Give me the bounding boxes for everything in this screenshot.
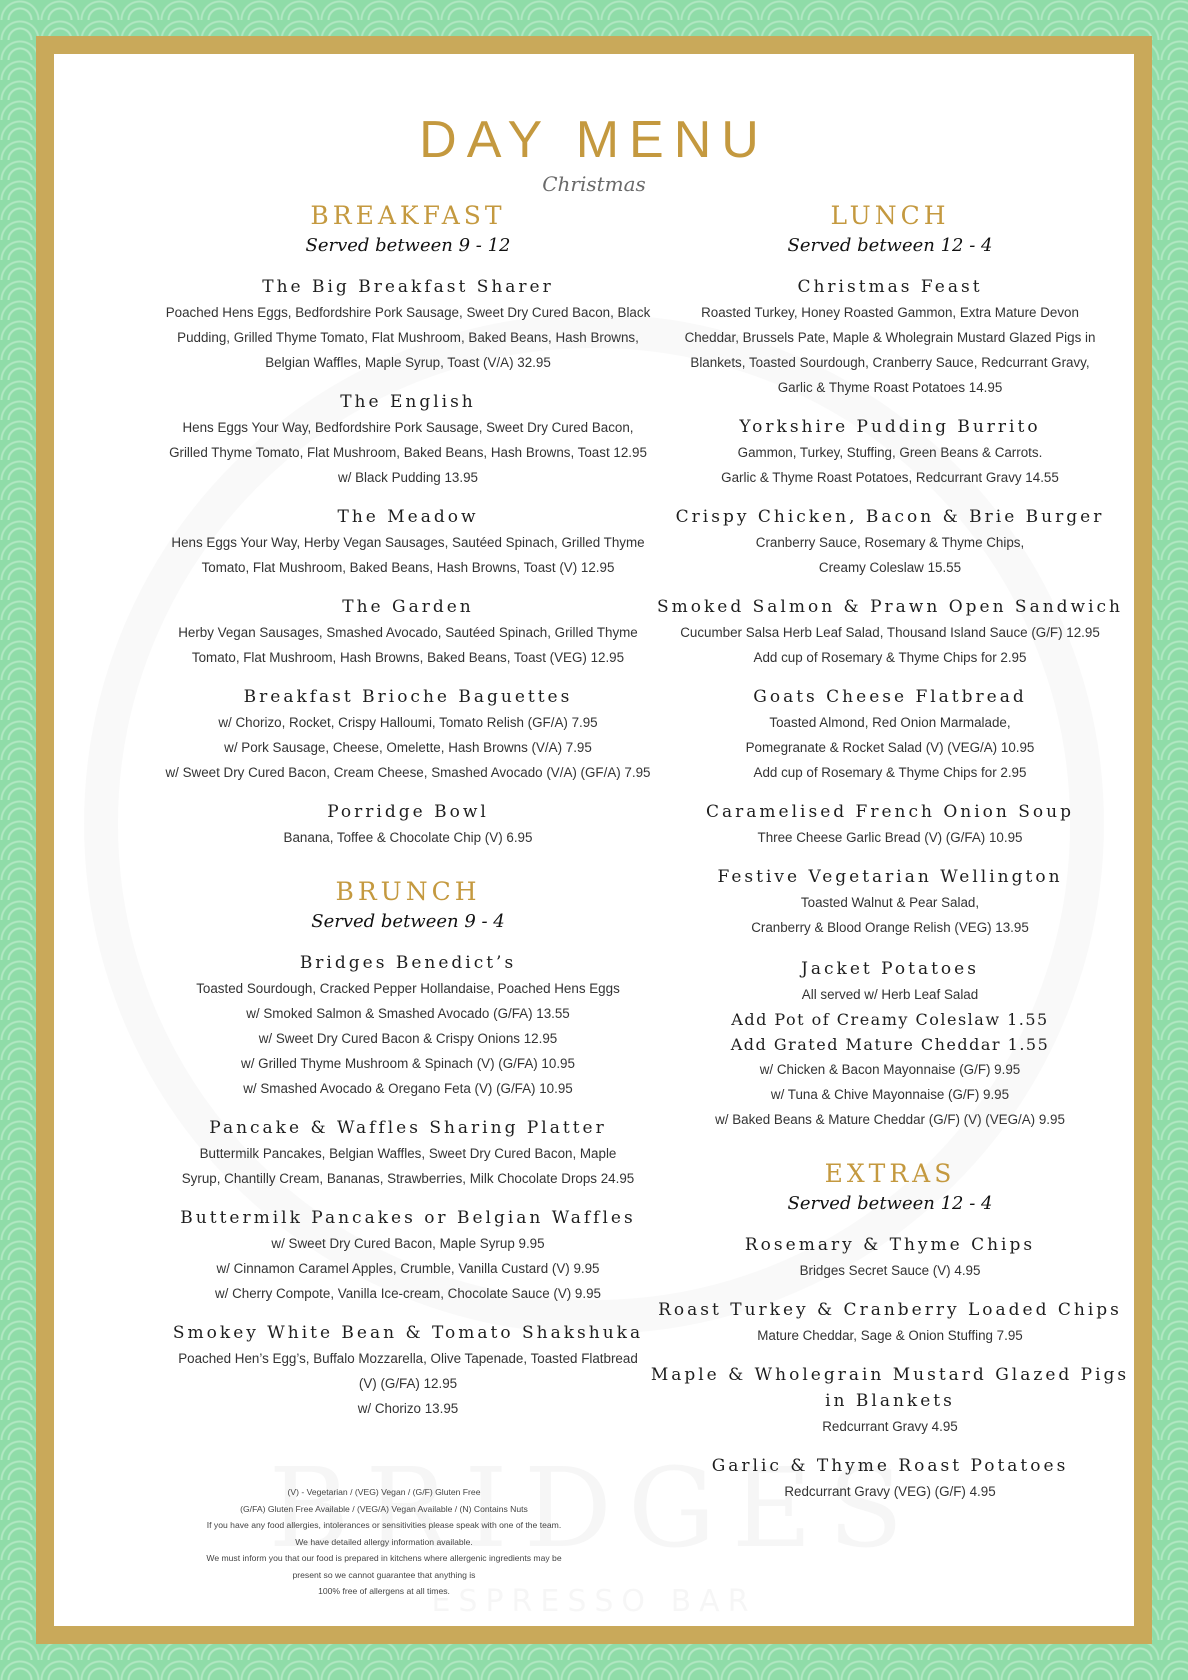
item-line: Banana, Toffee & Chocolate Chip (V) 6.95 — [283, 830, 533, 845]
served-time: Served between 9 - 12 — [305, 235, 511, 256]
item-name: Smoked Salmon & Prawn Open Sandwich — [656, 597, 1124, 617]
section-heading: LUNCH — [830, 201, 950, 230]
item-line: Pudding, Grilled Thyme Tomato, Flat Mushroom, Baked Beans, Hash Browns, — [177, 330, 639, 345]
menu-item — [638, 504, 1134, 580]
item-line: Add cup of Rosemary & Thyme Chips for 2.95 — [753, 650, 1027, 665]
item-line: Tomato, Flat Mushroom, Hash Browns, Baked Beans, Toast (VEG) 12.95 — [191, 650, 625, 665]
item-line: w/ Sweet Dry Cured Bacon & Crispy Onions 12.95 — [258, 1031, 558, 1046]
section-heading: EXTRAS — [824, 1159, 956, 1188]
breakfast-section — [84, 200, 732, 850]
item-line: Creamy Coleslaw 15.55 — [818, 560, 962, 575]
item-line: Poached Hen’s Egg’s, Buffalo Mozzarella, Olive Tapenade, Toasted Flatbread — [178, 1351, 638, 1366]
item-line: w/ Smashed Avocado & Oregano Feta (V) (G/FA) 10.95 — [243, 1081, 573, 1096]
menu-item-list — [638, 1232, 1134, 1504]
item-name: The Meadow — [337, 507, 479, 527]
item-name: Festive Vegetarian Wellington — [717, 867, 1063, 887]
menu-item — [638, 414, 1134, 490]
item-line: w/ Baked Beans & Mature Cheddar (G/F) (V) (VEG/A) 9.95 — [715, 1112, 1065, 1127]
item-name: Jacket Potatoes — [801, 959, 979, 979]
item-name: The English — [340, 392, 476, 412]
item-line: All served w/ Herb Leaf Salad — [801, 987, 979, 1002]
item-line: Belgian Waffles, Maple Syrup, Toast (V/A) 32.95 — [265, 355, 551, 370]
menu-item — [84, 1115, 732, 1191]
item-line: Gammon, Turkey, Stuffing, Green Beans & Carrots. — [737, 445, 1043, 460]
menu-item — [84, 594, 732, 670]
menu-item — [84, 799, 732, 850]
lunch-section — [638, 200, 1134, 1132]
item-line: Poached Hens Eggs, Bedfordshire Pork Sausage, Sweet Dry Cured Bacon, Black — [165, 305, 651, 320]
item-line: Herby Vegan Sausages, Smashed Avocado, Sautéed Spinach, Grilled Thyme — [178, 625, 638, 640]
item-line: Hens Eggs Your Way, Herby Vegan Sausages, Sautéed Spinach, Grilled Thyme — [171, 535, 645, 550]
menu-item — [638, 799, 1134, 850]
item-line: w/ Tuna & Chive Mayonnaise (G/F) 9.95 — [770, 1087, 1010, 1102]
menu-item-list — [84, 950, 732, 1421]
item-line: Redcurrant Gravy 4.95 — [822, 1419, 958, 1434]
menu-item — [638, 864, 1134, 940]
addon-line: Add Grated Mature Cheddar 1.55 — [730, 1035, 1050, 1054]
addon-line: Add Pot of Creamy Coleslaw 1.55 — [731, 1010, 1049, 1029]
menu-item — [84, 950, 732, 1101]
menu-item-list — [84, 274, 732, 850]
page-title: DAY MENU — [419, 111, 769, 169]
menu-item — [84, 504, 732, 580]
item-line: Cheddar, Brussels Pate, Maple & Wholegrain Mustard Glazed Pigs in — [684, 330, 1096, 345]
item-line: Tomato, Flat Mushroom, Baked Beans, Hash Browns, Toast (V) 12.95 — [201, 560, 615, 575]
item-line: Cranberry Sauce, Rosemary & Thyme Chips, — [755, 535, 1025, 550]
menu-item — [638, 1232, 1134, 1283]
item-line: (V) (G/FA) 12.95 — [358, 1376, 458, 1391]
item-line: Pomegranate & Rocket Salad (V) (VEG/A) 10.95 — [745, 740, 1035, 755]
item-line: Cucumber Salsa Herb Leaf Salad, Thousand Island Sauce (G/F) 12.95 — [680, 625, 1100, 640]
item-line: w/ Sweet Dry Cured Bacon, Cream Cheese, Smashed Avocado (V/A) (GF/A) 7.95 — [165, 765, 651, 780]
served-time: Served between 9 - 4 — [311, 911, 505, 932]
menu-item — [84, 1205, 732, 1306]
allergen-notes — [134, 1484, 634, 1600]
menu-item — [638, 1453, 1134, 1504]
right-column — [638, 200, 1134, 1518]
item-line: w/ Chorizo, Rocket, Crispy Halloumi, Tomato Relish (GF/A) 7.95 — [218, 715, 598, 730]
section-heading: BRUNCH — [335, 877, 481, 906]
served-time: Served between 12 - 4 — [787, 235, 993, 256]
item-name: Crispy Chicken, Bacon & Brie Burger — [675, 507, 1105, 527]
item-line: Garlic & Thyme Roast Potatoes, Redcurrant Gravy 14.55 — [721, 470, 1059, 485]
item-line: Bridges Secret Sauce (V) 4.95 — [799, 1263, 981, 1278]
note-line: 100% free of allergens at all times. — [318, 1586, 450, 1596]
served-time: Served between 12 - 4 — [787, 1193, 993, 1214]
item-line: w/ Cherry Compote, Vanilla Ice-cream, Chocolate Sauce (V) 9.95 — [214, 1286, 601, 1301]
extras-section — [638, 1158, 1134, 1504]
item-line: Grilled Thyme Tomato, Flat Mushroom, Baked Beans, Hash Browns, Toast 12.95 — [169, 445, 647, 460]
item-name: Garlic & Thyme Roast Potatoes — [711, 1456, 1069, 1476]
item-line: Roasted Turkey, Honey Roasted Gammon, Extra Mature Devon — [701, 305, 1079, 320]
menu-item — [84, 274, 732, 375]
item-line: Toasted Walnut & Pear Salad, — [800, 895, 980, 910]
jacket-potatoes-item — [638, 956, 1134, 1132]
menu-header — [54, 110, 1134, 196]
item-line: w/ Black Pudding 13.95 — [338, 470, 478, 485]
menu-item — [84, 684, 732, 785]
brunch-section — [84, 876, 732, 1421]
menu-item — [84, 1320, 732, 1421]
item-name: Maple & Wholegrain Mustard Glazed Pigs in Blankets — [650, 1365, 1130, 1411]
note-line: If you have any food allergies, intolerances or sensitivities please speak with one of the team. — [206, 1520, 562, 1530]
item-name: Goats Cheese Flatbread — [753, 687, 1027, 707]
item-line: Buttermilk Pancakes, Belgian Waffles, Sweet Dry Cured Bacon, Maple — [199, 1146, 617, 1161]
item-line: Toasted Almond, Red Onion Marmalade, — [769, 715, 1011, 730]
note-line: We have detailed allergy information available. — [295, 1536, 473, 1547]
item-name: Christmas Feast — [797, 277, 983, 297]
left-column — [84, 200, 732, 1435]
note-line: We must inform you that our food is prepared in kitchens where allergenic ingredients may be — [206, 1553, 562, 1563]
item-name: Bridges Benedict’s — [299, 953, 517, 973]
item-name: Breakfast Brioche Baguettes — [243, 687, 573, 707]
item-line: Hens Eggs Your Way, Bedfordshire Pork Sausage, Sweet Dry Cured Bacon, — [182, 420, 634, 435]
item-line: Syrup, Chantilly Cream, Bananas, Strawberries, Milk Chocolate Drops 24.95 — [181, 1171, 635, 1186]
item-name: Buttermilk Pancakes or Belgian Waffles — [180, 1208, 636, 1228]
menu-item — [638, 684, 1134, 785]
item-line: w/ Grilled Thyme Mushroom & Spinach (V) (G/FA) 10.95 — [241, 1056, 575, 1071]
menu-item — [638, 594, 1134, 670]
menu-paper — [54, 54, 1134, 1626]
item-name: Caramelised French Onion Soup — [706, 802, 1074, 822]
item-name: Pancake & Waffles Sharing Platter — [209, 1118, 607, 1138]
menu-frame — [36, 36, 1152, 1644]
item-name: Porridge Bowl — [327, 802, 489, 822]
note-line: (V) - Vegetarian / (VEG) Vegan / (G/F) Gluten Free — [287, 1487, 481, 1497]
item-line: w/ Pork Sausage, Cheese, Omelette, Hash Browns (V/A) 7.95 — [224, 740, 592, 755]
item-line: Three Cheese Garlic Bread (V) (G/FA) 10.95 — [757, 830, 1023, 845]
item-line: Add cup of Rosemary & Thyme Chips for 2.95 — [753, 765, 1027, 780]
item-line: w/ Smoked Salmon & Smashed Avocado (G/FA) 13.55 — [246, 1006, 570, 1021]
item-line: Redcurrant Gravy (VEG) (G/F) 4.95 — [784, 1484, 996, 1499]
page-subtitle: Christmas — [542, 172, 646, 196]
item-name: The Garden — [342, 597, 474, 617]
item-name: Yorkshire Pudding Burrito — [739, 417, 1041, 437]
item-line: w/ Chicken & Bacon Mayonnaise (G/F) 9.95 — [759, 1062, 1021, 1077]
item-line: Cranberry & Blood Orange Relish (VEG) 13.95 — [751, 920, 1029, 935]
item-name: Rosemary & Thyme Chips — [744, 1235, 1036, 1255]
menu-item-list — [638, 274, 1134, 940]
item-line: Toasted Sourdough, Cracked Pepper Hollandaise, Poached Hens Eggs — [196, 981, 620, 996]
section-heading: BREAKFAST — [310, 201, 506, 230]
item-name: Roast Turkey & Cranberry Loaded Chips — [658, 1300, 1122, 1320]
note-line: present so we cannot guarantee that anything is — [292, 1569, 476, 1580]
item-line: w/ Sweet Dry Cured Bacon, Maple Syrup 9.95 — [271, 1236, 545, 1251]
item-line: Blankets, Toasted Sourdough, Cranberry Sauce, Redcurrant Gravy, — [690, 355, 1090, 370]
note-line: (G/FA) Gluten Free Available / (VEG/A) Vegan Available / (N) Contains Nuts — [240, 1503, 528, 1514]
menu-item — [638, 1362, 1134, 1439]
menu-item — [638, 1297, 1134, 1348]
item-name: The Big Breakfast Sharer — [262, 277, 554, 297]
item-line: Garlic & Thyme Roast Potatoes 14.95 — [777, 380, 1003, 395]
item-line: Mature Cheddar, Sage & Onion Stuffing 7.95 — [757, 1328, 1023, 1343]
menu-item — [638, 274, 1134, 400]
menu-item — [84, 389, 732, 490]
item-name: Smokey White Bean & Tomato Shakshuka — [172, 1323, 644, 1343]
item-line: w/ Cinnamon Caramel Apples, Crumble, Vanilla Custard (V) 9.95 — [216, 1261, 600, 1276]
item-line: w/ Chorizo 13.95 — [357, 1401, 459, 1416]
